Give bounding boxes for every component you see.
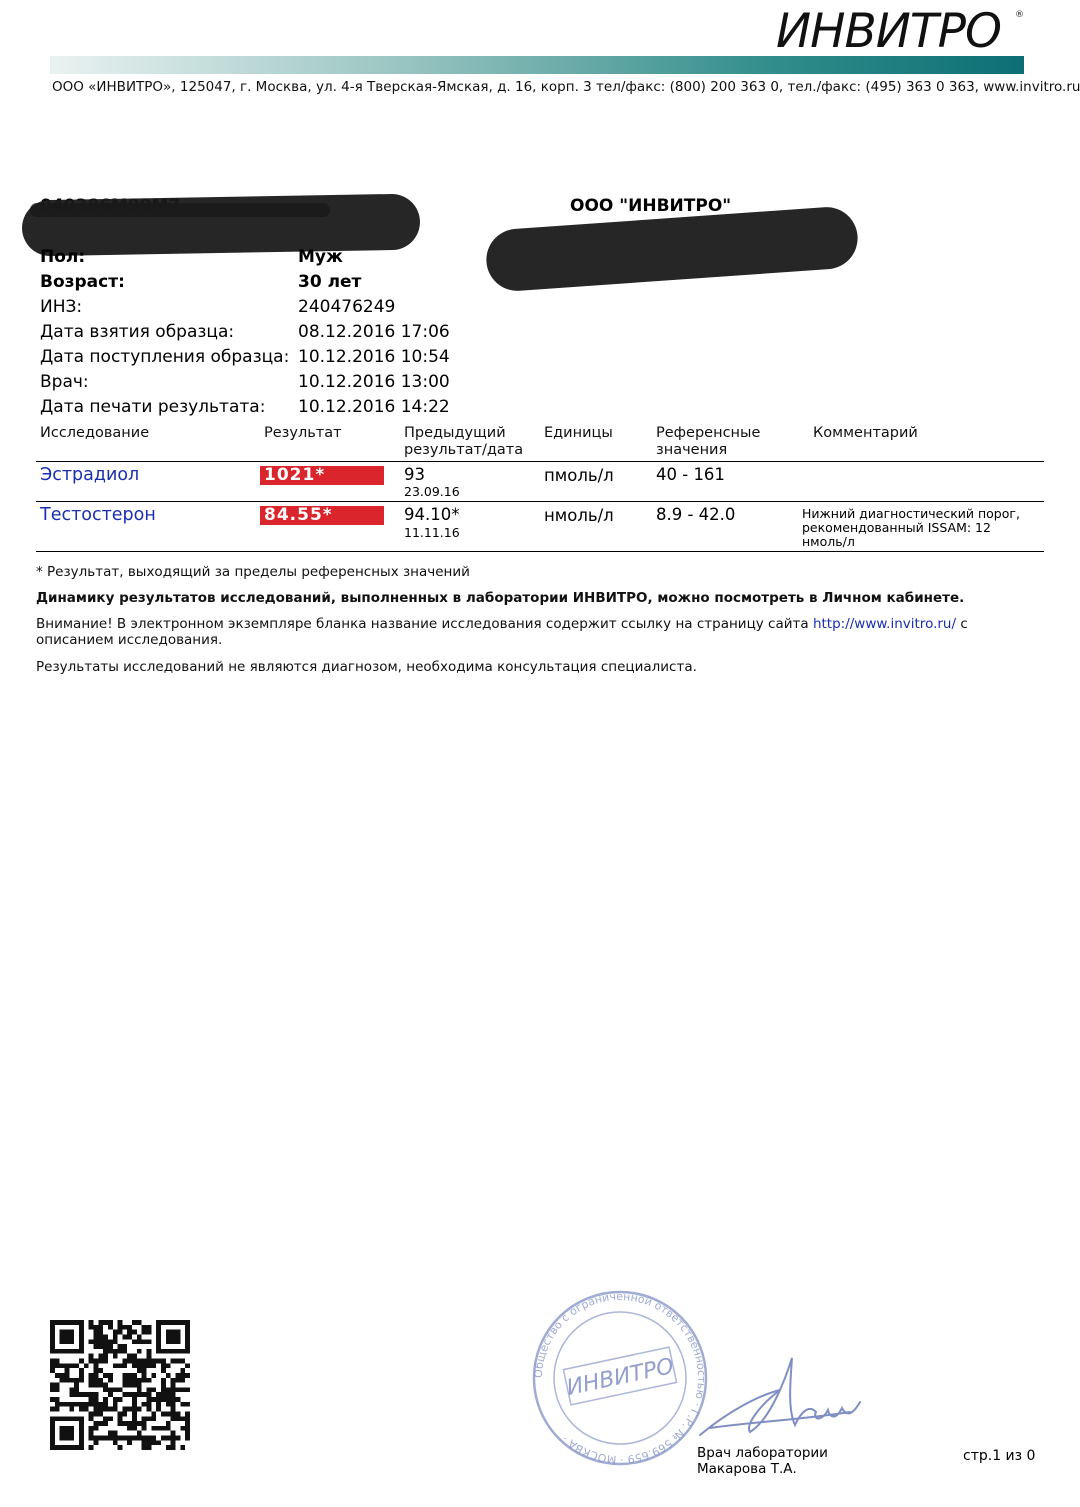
value-doctor: 10.12.2016 13:00 (298, 372, 450, 392)
table-divider (36, 551, 1044, 552)
svg-text:Общество с ограниченной ответс: Общество с ограниченной ответственностью · Г.Р. № 569.659 · МОСКВА · (531, 1289, 709, 1467)
stamp-text: ИНВИТРО (564, 1353, 677, 1401)
reference-range: 8.9 - 42.0 (656, 505, 736, 524)
table-row (0, 502, 1080, 552)
units: нмоль/л (544, 506, 614, 525)
invitro-site-link[interactable]: http://www.invitro.ru/ (812, 616, 957, 632)
previous-date: 11.11.16 (404, 525, 460, 540)
value-print-date: 10.12.2016 14:22 (298, 397, 450, 417)
table-row (0, 462, 1080, 502)
disclaimer: Результаты исследований не являются диагнозом, необходима консультация специалиста. (36, 659, 697, 675)
value-age: 30 лет (298, 272, 362, 292)
th-reference-line1: Референсные (656, 425, 761, 441)
warning-suffix: с описанием исследования. (36, 616, 968, 648)
doctor-name: Макарова Т.А. (697, 1461, 797, 1477)
th-units: Единицы (544, 425, 613, 441)
value-sex: Муж (298, 247, 343, 267)
th-test: Исследование (40, 425, 150, 441)
redaction-lab-address (484, 205, 859, 293)
warning-prefix: Внимание! В электронном экземпляре бланка название исследования содержит ссылку на страницу сайта (36, 616, 813, 632)
label-age: Возраст: (40, 272, 125, 292)
asterisk-note: * Результат, выходящий за пределы референсных значений (36, 564, 470, 580)
th-previous-line2: результат/дата (404, 442, 524, 458)
th-reference (656, 425, 760, 459)
label-sample-received: Дата поступления образца: (40, 347, 290, 367)
test-link-estradiol[interactable]: Эстрадиол (40, 465, 140, 485)
reference-range: 40 - 161 (656, 465, 725, 484)
invitro-logo: ИНВИТРО (776, 4, 1001, 59)
value-sample-received: 10.12.2016 10:54 (298, 347, 450, 367)
registered-mark: ® (1015, 10, 1024, 20)
label-sex: Пол: (40, 247, 86, 267)
value-sample-taken: 08.12.2016 17:06 (298, 322, 450, 342)
comment: Нижний диагностический порог, рекомендованный ISSAM: 12 нмоль/л (802, 506, 1020, 549)
result-flag: 1021* (260, 466, 384, 485)
warning-note (36, 616, 1026, 648)
result-flag: 84.55* (260, 506, 384, 525)
label-inz: ИНЗ: (40, 297, 83, 317)
th-comment: Комментарий (813, 425, 918, 441)
previous-result: 93 (404, 465, 425, 484)
dynamics-note: Динамику результатов исследований, выполненных в лаборатории ИНВИТРО, можно посмотреть в Личном кабинете. (36, 590, 965, 606)
stamp-seal (530, 1288, 710, 1468)
th-reference-line2: значения (656, 442, 728, 458)
lab-name: ООО "ИНВИТРО" (570, 196, 732, 216)
redaction-patient-line (30, 203, 330, 217)
qr-code (50, 1320, 190, 1450)
label-doctor: Врач: (40, 372, 89, 392)
previous-date: 23.09.16 (404, 484, 460, 499)
company-contact-line: ООО «ИНВИТРО», 125047, г. Москва, ул. 4-я Тверская-Ямская, д. 16, корп. 3 тел/факс: (800) 200 363 0, тел./факс: (495) 363 0 363, www.invitro.ru (52, 79, 1080, 95)
test-link-testosterone[interactable]: Тестостерон (40, 505, 156, 525)
page-number: стр.1 из 0 (963, 1448, 1036, 1464)
value-inz: 240476249 (298, 297, 396, 317)
doctor-signature-block (697, 1445, 828, 1477)
doctor-title: Врач лаборатории (697, 1445, 828, 1461)
previous-result: 94.10* (404, 505, 460, 524)
th-previous (404, 425, 523, 459)
units: пмоль/л (544, 466, 614, 485)
label-print-date: Дата печати результата: (40, 397, 266, 417)
th-result: Результат (264, 425, 342, 441)
th-previous-line1: Предыдущий (404, 425, 506, 441)
signature (690, 1350, 880, 1450)
label-sample-taken: Дата взятия образца: (40, 322, 235, 342)
